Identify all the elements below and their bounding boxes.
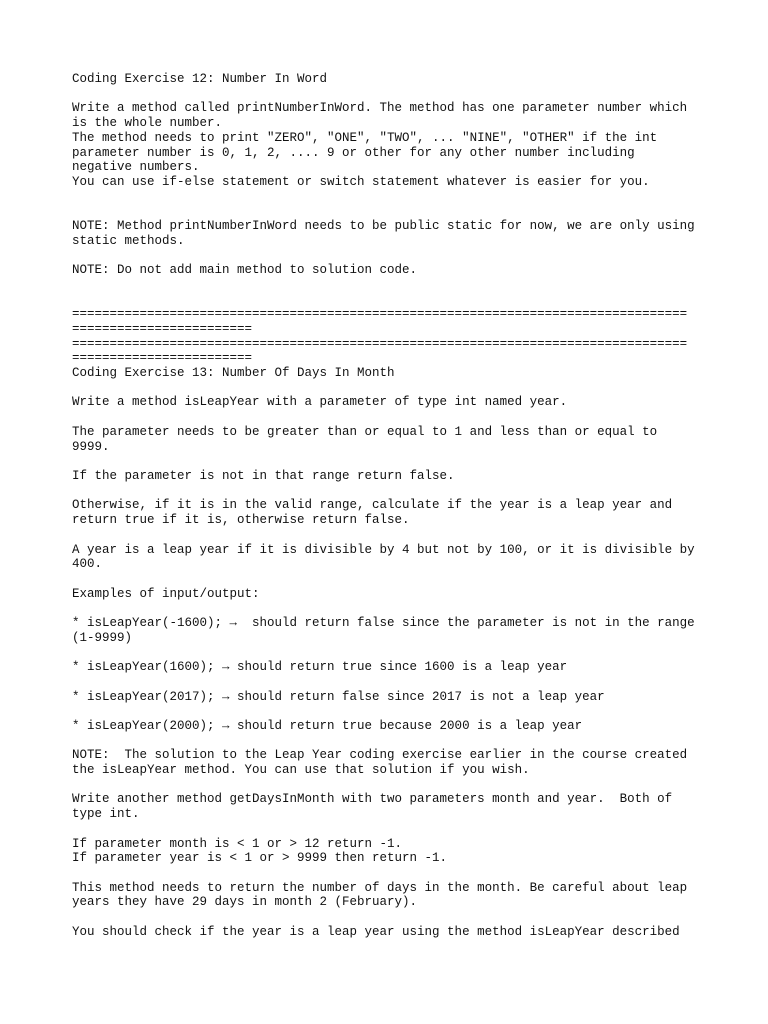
text-line: ======================== [72, 321, 253, 336]
text-line: NOTE: Method printNumberInWord needs to be public static for now, we are only using [72, 219, 695, 234]
text-line: * isLeapYear(2017); → should return false since 2017 is not a leap year [72, 689, 605, 704]
text-line: parameter number is 0, 1, 2, .... 9 or other for any other number including [72, 145, 635, 160]
text-line: (1-9999) [72, 630, 133, 645]
text-line: If the parameter is not in that range return false. [72, 468, 455, 483]
blank-line [72, 528, 702, 543]
text-line: return true if it is, otherwise return false. [72, 513, 410, 528]
blank-line [72, 293, 702, 308]
text-line: type int. [72, 807, 140, 822]
text-line: Write a method called printNumberInWord. The method has one parameter number which [72, 101, 688, 116]
text-line: You can use if-else statement or switch statement whatever is easier for you. [72, 174, 650, 189]
blank-line [72, 572, 702, 587]
text-line: static methods. [72, 233, 185, 248]
text-line: Coding Exercise 13: Number Of Days In Month [72, 366, 395, 381]
text-line: Write another method getDaysInMonth with two parameters month and year. Both of [72, 792, 673, 807]
text-line: * isLeapYear(1600); → should return true since 1600 is a leap year [72, 660, 568, 675]
text-line: NOTE: Do not add main method to solution code. [72, 263, 418, 278]
text-line: Coding Exercise 12: Number In Word [72, 72, 328, 86]
blank-line [72, 704, 702, 719]
blank-line [72, 866, 702, 881]
blank-line [72, 248, 702, 263]
document-body [72, 72, 702, 939]
blank-line [72, 822, 702, 837]
text-line: The parameter needs to be greater than or equal to 1 and less than or equal to [72, 424, 658, 439]
text-line: The method needs to print "ZERO", "ONE", "TWO", ... "NINE", "OTHER" if the int [72, 130, 658, 145]
text-line: A year is a leap year if it is divisible by 4 but not by 100, or it is divisible by [72, 542, 695, 557]
text-line: ======================== [72, 351, 253, 366]
blank-line [72, 381, 702, 396]
blank-line [72, 734, 702, 749]
text-line: 9999. [72, 439, 110, 454]
text-line: * isLeapYear(-1600); → should return false since the parameter is not in the range [72, 616, 695, 631]
text-line: Write a method isLeapYear with a parameter of type int named year. [72, 395, 568, 410]
text-line: ================================================================================== [72, 307, 688, 322]
blank-line [72, 410, 702, 425]
text-line: This method needs to return the number of days in the month. Be careful about leap [72, 880, 688, 895]
blank-line [72, 910, 702, 925]
text-line: ================================================================================== [72, 336, 688, 351]
text-line: is the whole number. [72, 116, 223, 131]
text-line: If parameter year is < 1 or > 9999 then return -1. [72, 851, 448, 866]
blank-line [72, 454, 702, 469]
text-line: NOTE: The solution to the Leap Year coding exercise earlier in the course created [72, 748, 688, 763]
text-line: years they have 29 days in month 2 (February). [72, 895, 418, 910]
text-line: Examples of input/output: [72, 586, 260, 601]
blank-line [72, 601, 702, 616]
text-line: 400. [72, 557, 103, 572]
blank-line [72, 675, 702, 690]
text-line: You should check if the year is a leap year using the method isLeapYear described [72, 924, 680, 939]
blank-line [72, 87, 702, 102]
blank-line [72, 190, 702, 205]
text-line: If parameter month is < 1 or > 12 return -1. [72, 836, 403, 851]
text-line: Otherwise, if it is in the valid range, calculate if the year is a leap year and [72, 498, 673, 513]
blank-line [72, 778, 702, 793]
blank-line [72, 204, 702, 219]
text-line: negative numbers. [72, 160, 200, 175]
blank-line [72, 278, 702, 293]
blank-line [72, 484, 702, 499]
blank-line [72, 645, 702, 660]
text-line: the isLeapYear method. You can use that solution if you wish. [72, 763, 530, 778]
text-line: * isLeapYear(2000); → should return true because 2000 is a leap year [72, 718, 583, 733]
